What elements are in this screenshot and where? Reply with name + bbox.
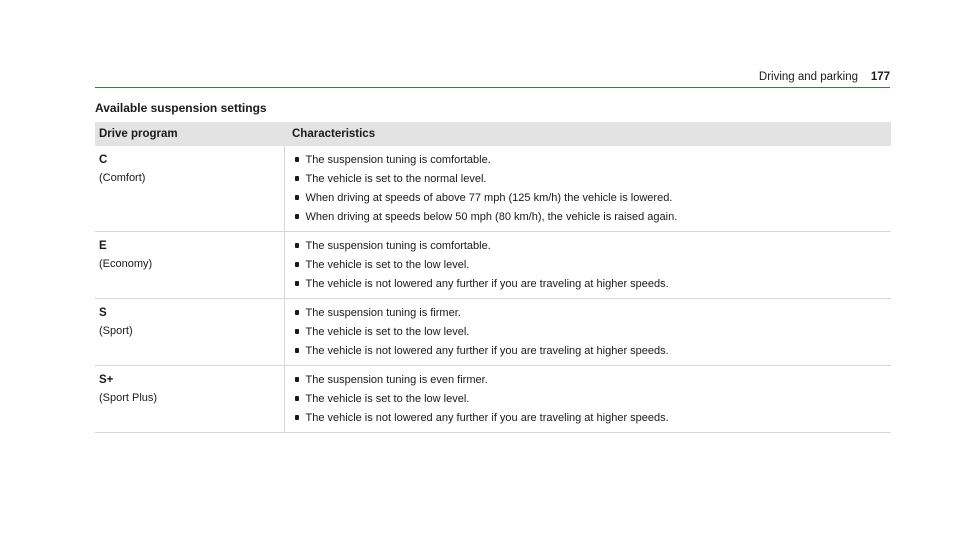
- program-code: S: [99, 307, 107, 319]
- characteristics-cell: [284, 366, 891, 433]
- bullet-icon: [295, 377, 299, 382]
- list-item-text: When driving at speeds of above 77 mph (125 km/h) the vehicle is lowered.: [305, 192, 673, 204]
- list-item: [291, 210, 892, 224]
- bullet-icon: [295, 214, 299, 219]
- bullet-icon: [295, 396, 299, 401]
- characteristics-cell: [284, 232, 891, 299]
- program-name: (Comfort): [99, 172, 146, 184]
- table-heading: Available suspension settings: [95, 101, 267, 115]
- list-item-text: The vehicle is set to the low level.: [305, 393, 470, 405]
- column-header-characteristics: Characteristics: [284, 122, 891, 146]
- table-header-row: [95, 122, 891, 146]
- bullet-icon: [295, 195, 299, 200]
- list-item-text: The suspension tuning is comfortable.: [305, 240, 491, 252]
- list-item-text: The vehicle is not lowered any further if you are traveling at higher speeds.: [305, 278, 669, 290]
- page-number: 177: [870, 71, 890, 83]
- list-item: [291, 373, 892, 387]
- section-title: Driving and parking: [758, 71, 858, 83]
- bullet-icon: [295, 243, 299, 248]
- program-code: C: [99, 154, 108, 166]
- characteristics-list: [291, 239, 892, 291]
- characteristics-list: [291, 373, 892, 425]
- bullet-icon: [295, 329, 299, 334]
- list-item: [291, 411, 892, 425]
- list-item: [291, 344, 892, 358]
- list-item: [291, 239, 892, 253]
- list-item: [291, 392, 892, 406]
- characteristics-cell: [284, 146, 891, 232]
- drive-program-cell: [95, 366, 284, 433]
- bullet-icon: [295, 310, 299, 315]
- list-item-text: The suspension tuning is firmer.: [305, 307, 461, 319]
- characteristics-cell: [284, 299, 891, 366]
- characteristics-list: [291, 306, 892, 358]
- list-item-text: The suspension tuning is comfortable.: [305, 154, 491, 166]
- program-name: (Sport): [99, 325, 133, 337]
- table-row: [95, 299, 891, 366]
- table-row: [95, 232, 891, 299]
- characteristics-list: [291, 153, 892, 224]
- list-item: [291, 153, 892, 167]
- list-item-text: The vehicle is not lowered any further if you are traveling at higher speeds.: [305, 345, 669, 357]
- suspension-settings-table: [95, 122, 891, 433]
- drive-program-cell: [95, 146, 284, 232]
- list-item: [291, 191, 892, 205]
- bullet-icon: [295, 348, 299, 353]
- table-row: [95, 146, 891, 232]
- page-header: [95, 70, 890, 88]
- list-item: [291, 306, 892, 320]
- list-item: [291, 277, 892, 291]
- list-item-text: The vehicle is not lowered any further if you are traveling at higher speeds.: [305, 412, 669, 424]
- table-row: [95, 366, 891, 433]
- list-item: [291, 325, 892, 339]
- program-code: S+: [99, 374, 114, 386]
- program-name: (Sport Plus): [99, 392, 158, 404]
- column-header-drive-program: Drive program: [95, 122, 284, 146]
- bullet-icon: [295, 262, 299, 267]
- list-item-text: The vehicle is set to the normal level.: [305, 173, 487, 185]
- drive-program-cell: [95, 232, 284, 299]
- list-item-text: The vehicle is set to the low level.: [305, 259, 470, 271]
- bullet-icon: [295, 157, 299, 162]
- bullet-icon: [295, 281, 299, 286]
- bullet-icon: [295, 176, 299, 181]
- list-item-text: The vehicle is set to the low level.: [305, 326, 470, 338]
- bullet-icon: [295, 415, 299, 420]
- list-item: [291, 172, 892, 186]
- list-item: [291, 258, 892, 272]
- drive-program-cell: [95, 299, 284, 366]
- list-item-text: The suspension tuning is even firmer.: [305, 374, 488, 386]
- list-item-text: When driving at speeds below 50 mph (80 km/h), the vehicle is raised again.: [305, 211, 678, 223]
- program-code: E: [99, 240, 107, 252]
- program-name: (Economy): [99, 258, 153, 270]
